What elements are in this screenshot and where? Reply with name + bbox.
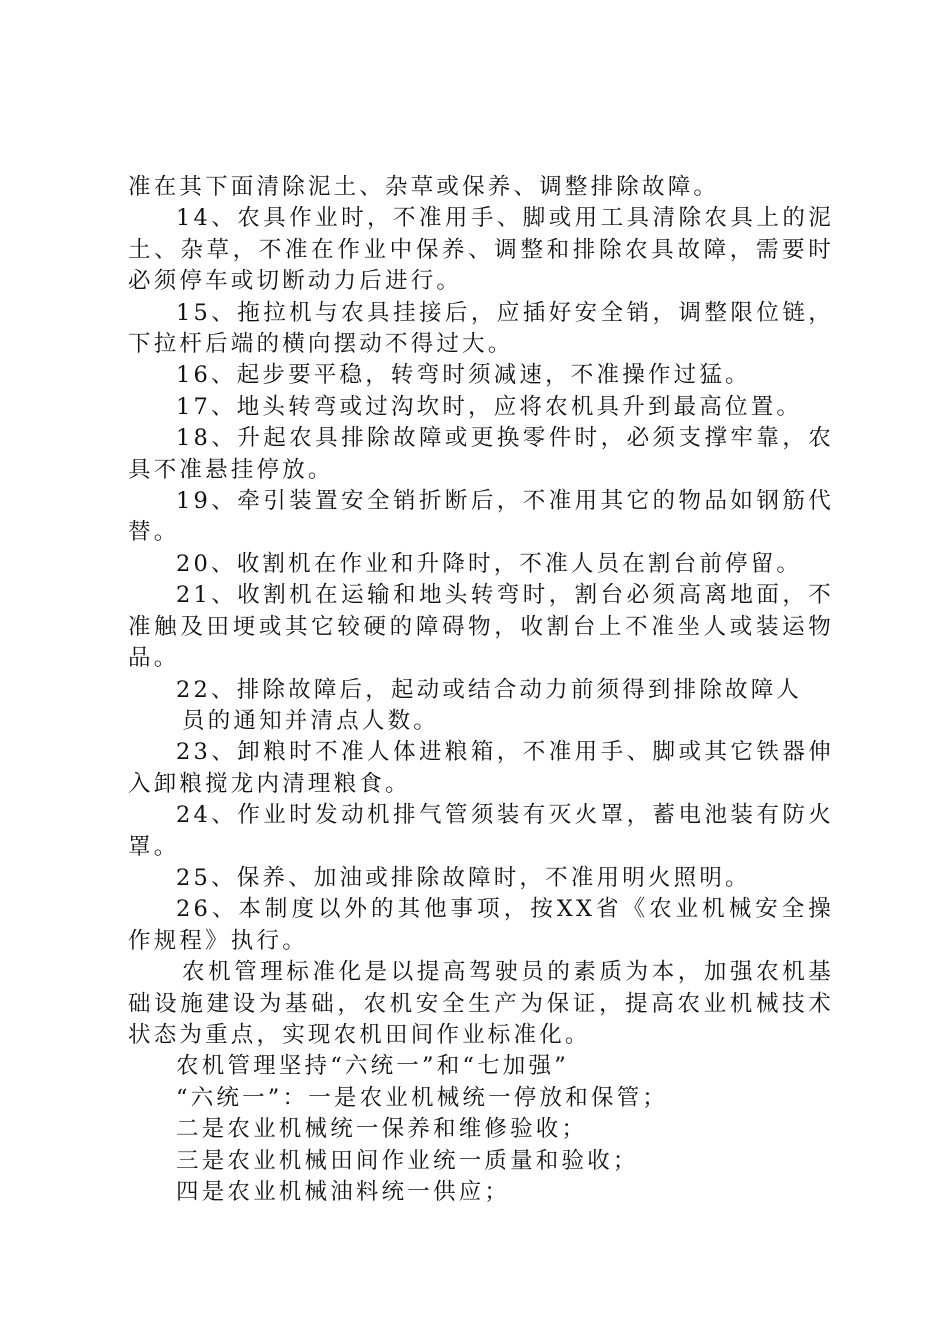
rule-16: 16、起步要平稳，转弯时须减速，不准操作过猛。 [176, 362, 751, 389]
rule-15: 15、拖拉机与农具挂接后，应插好安全销，调整限位链，下拉杆后端的横向摆动不得过大。 [128, 299, 834, 358]
document-body [128, 172, 834, 1208]
standardization-paragraph: 农机管理标准化是以提高驾驶员的素质为本，加强农机基础设施建设为基础，农机安全生产为保证，提高农业机械技术状态为重点，实现农机田间作业标准化。 [128, 959, 834, 1048]
rule-22-line-1: 22、排除故障后，起动或结合动力前须得到排除故障人 [176, 676, 803, 703]
six-unified-item-2: 二是农业机械统一保养和维修验收； [176, 1116, 588, 1143]
six-unified-item-3: 三是农业机械田间作业统一质量和验收； [176, 1147, 639, 1174]
rule-17: 17、地头转弯或过沟坎时，应将农机具升到最高位置。 [176, 393, 803, 420]
rule-18: 18、升起农具排除故障或更换零件时，必须支撑牢靠，农具不准悬挂停放。 [128, 425, 834, 483]
rule-26: 26、本制度以外的其他事项，按XX省《农业机械安全操作规程》执行。 [128, 896, 834, 954]
six-unified-item-4: 四是农业机械油料统一供应； [176, 1179, 511, 1205]
rule-21: 21、收割机在运输和地头转弯时，割台必须高离地面，不准触及田埂或其它较硬的障碍物，收割台上不准坐人或装运物品。 [128, 582, 834, 672]
rule-25: 25、保养、加油或排除故障时，不准用明火照明。 [176, 864, 751, 891]
rule-24: 24、作业时发动机排气管须装有灭火罩，蓄电池装有防火罩。 [128, 802, 834, 860]
rule-22-line-2: 员的通知并清点人数。 [182, 707, 440, 734]
paragraph-continuation: 准在其下面清除泥土、杂草或保养、调整排除故障。 [128, 174, 720, 200]
rule-20: 20、收割机在作业和升降时，不准人员在割台前停留。 [176, 550, 803, 577]
rule-23: 23、卸粮时不准人体进粮箱，不准用手、脚或其它铁器伸入卸粮搅龙内清理粮食。 [128, 739, 834, 797]
rule-19: 19、牵引装置安全销折断后，不准用其它的物品如钢筋代替。 [128, 488, 834, 546]
rule-14: 14、农具作业时，不准用手、脚或用工具清除农具上的泥土、杂草，不准在作业中保养、调整和排除农具故障，需要时必须停车或切断动力后进行。 [128, 205, 834, 295]
six-unified-item-1: “六统一”：一是农业机械统一停放和保管； [176, 1084, 669, 1111]
principle-heading: 农机管理坚持“六统一”和“七加强” [176, 1053, 569, 1080]
